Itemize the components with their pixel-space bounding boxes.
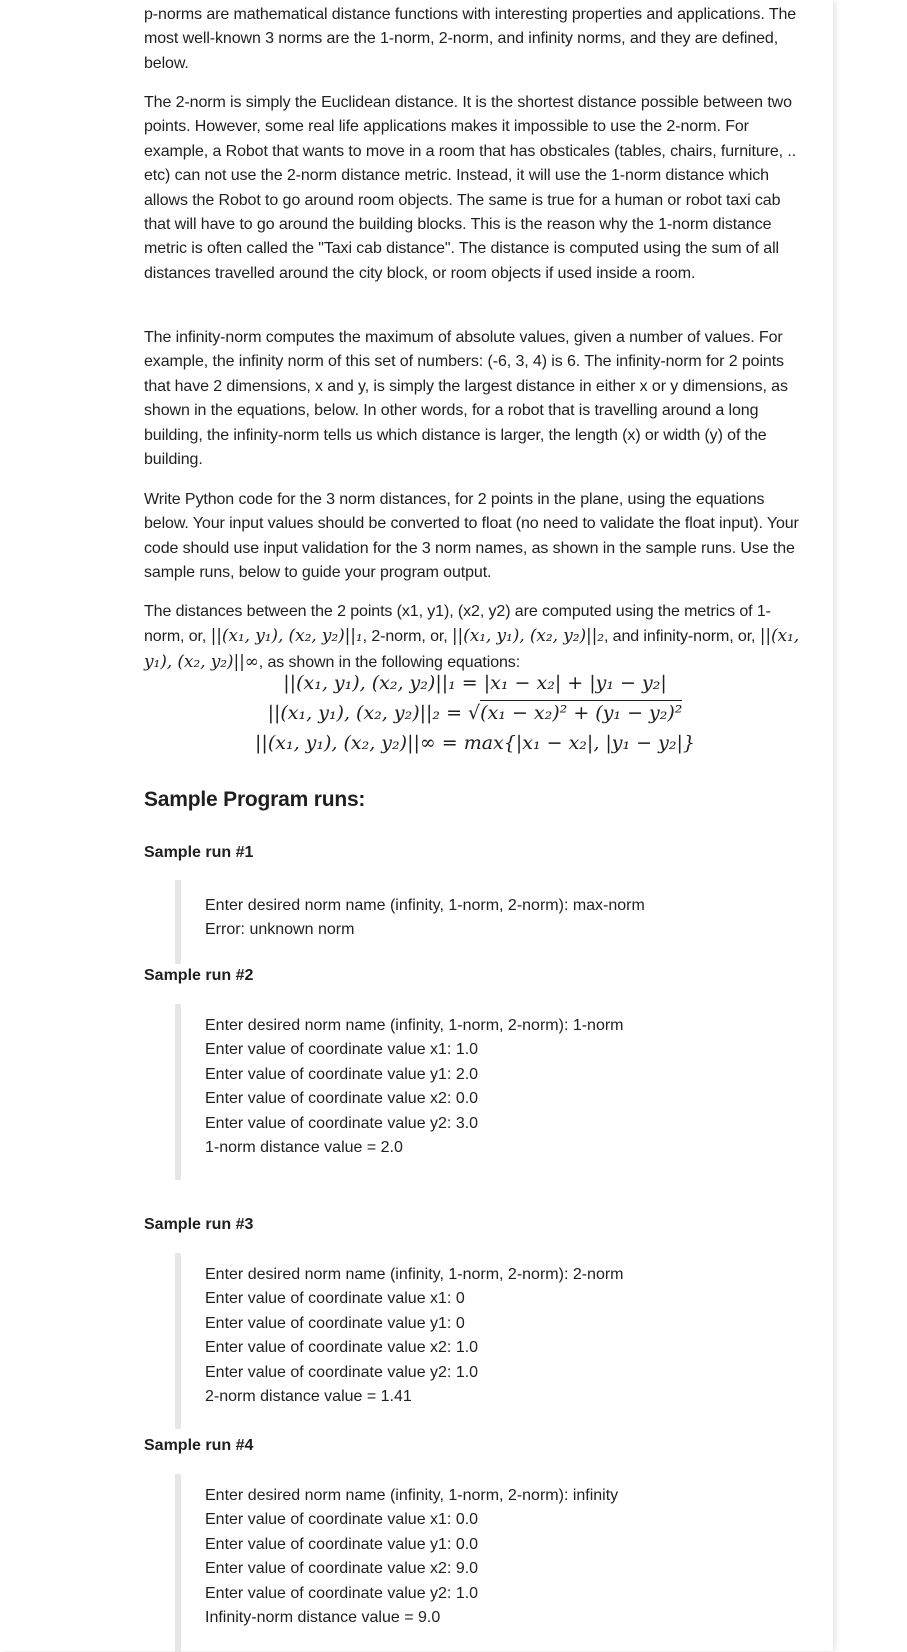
output-line: 2-norm distance value = 1.41 xyxy=(205,1388,412,1406)
sample-run-3-output xyxy=(175,1253,765,1429)
output-line: Enter value of coordinate value x1: 0.0 xyxy=(205,1511,479,1529)
output-line: Enter value of coordinate value y2: 3.0 xyxy=(205,1114,479,1132)
sample-run-4-title: Sample run #4 xyxy=(144,1437,254,1454)
output-line: Enter desired norm name (infinity, 1-norm, 2-norm): infinity xyxy=(205,1487,619,1504)
inline-math-2-norm: ||(x₁, y₁), (x₂, y₂)||₂ xyxy=(451,626,604,647)
two-norm-paragraph: The 2-norm is simply the Euclidean distance. It is the shortest distance possible between two points. However, some real life applications makes it impossible to use the 2-norm. For example, a Robot that wants to move in a room that has obsticales (tables, chairs, furniture, .. etc) can not use the 2-norm distance metric. Instead, it will use the 1-norm distance which allows the Robot to go around room objects. The same is true for a human or robot taxi cab that will have to go around the building blocks. This is the reason why the 1-norm distance metric is often called the "Taxi cab distance". The distance is computed using the sum of all distances travelled around the city block, or room objects if used inside a room. xyxy=(144,94,797,282)
equation-infinity-norm: ||(x₁, y₁), (x₂, y₂)||∞ = max{|x₁ − x₂|, |y₁ − y₂|} xyxy=(255,732,695,754)
output-line: Error: unknown norm xyxy=(205,921,355,939)
sample-run-4-output xyxy=(175,1474,765,1652)
task-paragraph: Write Python code for the 3 norm distances, for 2 points in the plane, using the equations below. Your input values should be converted to float (no need to validate the float input). Your code should use input validation for the 3 norm names, as shown in the sample runs. Use the sample runs, below to guide your program output. xyxy=(144,491,799,582)
output-line: Enter value of coordinate value x1: 0 xyxy=(205,1290,465,1308)
distances-paragraph xyxy=(144,600,806,675)
sample-run-1-output xyxy=(175,880,765,964)
output-line: Infinity-norm distance value = 9.0 xyxy=(205,1609,441,1627)
output-line: Enter value of coordinate value y1: 2.0 xyxy=(205,1065,479,1083)
output-line: Enter value of coordinate value x2: 9.0 xyxy=(205,1560,479,1578)
distances-text-a: The distances between the 2 points (x1, y1), (x2, y2) are computed using the metrics of 1-norm, or, xyxy=(144,603,771,646)
sample-runs-heading: Sample Program runs: xyxy=(144,788,366,811)
inline-math-infinity-norm: ||(x₁, y₁), (x₂, y₂)||∞ xyxy=(144,626,800,672)
equation-2-norm xyxy=(144,698,806,728)
sample-run-2-title: Sample run #2 xyxy=(144,967,254,984)
equation-1-norm xyxy=(144,668,806,698)
eq1-lhs: ||(x₁, y₁), (x₂, y₂)||₁ = xyxy=(283,672,484,694)
output-line: Enter value of coordinate value x2: 1.0 xyxy=(205,1339,479,1357)
sample-run-2-output xyxy=(175,1004,765,1180)
output-line: Enter desired norm name (infinity, 1-norm, 2-norm): max-norm xyxy=(205,897,645,914)
output-line: Enter value of coordinate value x2: 0.0 xyxy=(205,1090,479,1108)
intro-paragraph: p-norms are mathematical distance functions with interesting properties and applications. The most well-known 3 norms are the 1-norm, 2-norm, and infinity norms, and they are defined, below. xyxy=(144,6,797,72)
output-line: Enter value of coordinate value y2: 1.0 xyxy=(205,1363,479,1381)
output-line: Enter value of coordinate value y1: 0 xyxy=(205,1314,465,1332)
eq1-rhs: |x₁ − x₂| + |y₁ − y₂| xyxy=(483,672,667,694)
sample-run-3-title: Sample run #3 xyxy=(144,1216,254,1233)
eq2-radicand: (x₁ − x₂)² + (y₁ − y₂)² xyxy=(480,702,683,724)
distances-text-b: , 2-norm, or, xyxy=(362,628,452,646)
infinity-norm-paragraph: The infinity-norm computes the maximum of absolute values, given a number of values. For example, the infinity norm of this set of numbers: (-6, 3, 4) is 6. The infinity-norm for 2 points that have 2 dimensions, x and y, is simply the largest distance in either x or y dimensions, as shown in the equations, below. In other words, for a robot that is travelling around a long building, the infinity-norm tells us which distance is larger, the length (x) or width (y) of the building. xyxy=(144,329,788,469)
eq2-lhs: ||(x₁, y₁), (x₂, y₂)||₂ = √ xyxy=(267,702,481,724)
output-line: 1-norm distance value = 2.0 xyxy=(205,1139,403,1157)
inline-math-1-norm: ||(x₁, y₁), (x₂, y₂)||₁ xyxy=(210,626,363,647)
output-line: Enter desired norm name (infinity, 1-norm, 2-norm): 1-norm xyxy=(205,1017,624,1034)
distances-text-d: , as shown in the following equations: xyxy=(258,653,521,671)
output-line: Enter desired norm name (infinity, 1-norm, 2-norm): 2-norm xyxy=(205,1266,624,1283)
output-line: Enter value of coordinate value y2: 1.0 xyxy=(205,1584,479,1602)
distances-text-c: , and infinity-norm, or, xyxy=(603,628,760,646)
output-line: Enter value of coordinate value y1: 0.0 xyxy=(205,1535,479,1553)
output-line: Enter value of coordinate value x1: 1.0 xyxy=(205,1041,479,1059)
sample-run-1-title: Sample run #1 xyxy=(144,844,254,861)
norm-equations xyxy=(144,668,806,758)
